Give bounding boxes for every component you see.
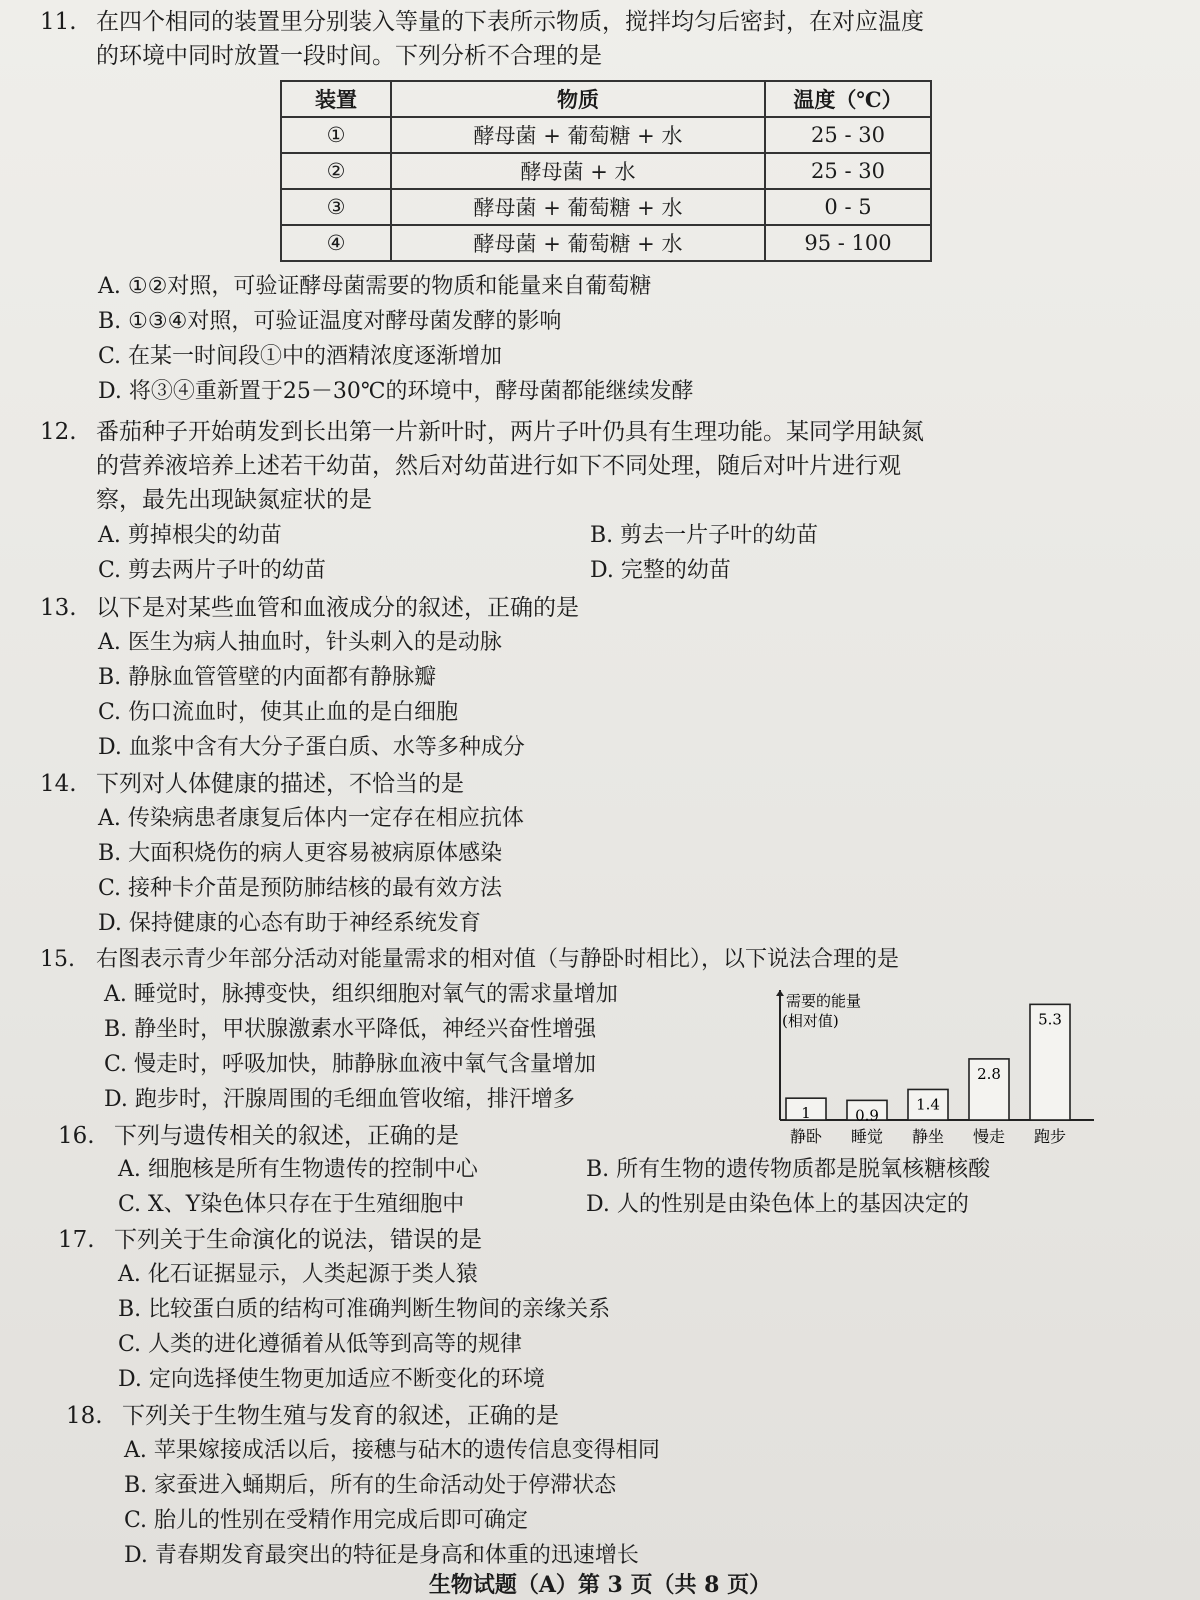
y-axis-label: 需要的能量 xyxy=(786,992,862,1010)
question-12-stem xyxy=(40,416,924,448)
x-tick-label: 睡觉 xyxy=(850,1127,884,1146)
table-row xyxy=(281,189,931,225)
table-header: 物质 xyxy=(391,81,765,117)
option-b: B. 静脉血管管壁的内面都有静脉瓣 xyxy=(98,665,437,690)
option-c: C. 伤口流血时，使其止血的是白细胞 xyxy=(98,700,459,725)
energy-bar-chart xyxy=(772,990,1102,1150)
x-tick-label: 跑步 xyxy=(1033,1127,1067,1146)
question-12-stem-cont: 的营养液培养上述若干幼苗，然后对幼苗进行如下不同处理，随后对叶片进行观 xyxy=(96,453,901,479)
question-number: 11. xyxy=(40,9,77,35)
table-row xyxy=(281,117,931,153)
option-b: B. ①③④对照，可验证温度对酵母菌发酵的影响 xyxy=(98,309,562,334)
option-c: C. X、Y染色体只存在于生殖细胞中 xyxy=(118,1192,465,1217)
question-text: 下列与遗传相关的叙述，正确的是 xyxy=(114,1123,459,1149)
option-a: A. 医生为病人抽血时，针头刺入的是动脉 xyxy=(98,630,502,655)
table-header: 温度（℃） xyxy=(765,81,931,117)
question-12-stem-cont: 察，最先出现缺氮症状的是 xyxy=(96,487,372,513)
question-number: 17. xyxy=(58,1227,95,1253)
option-d: D. 完整的幼苗 xyxy=(590,558,731,583)
option-b: B. 比较蛋白质的结构可准确判断生物间的亲缘关系 xyxy=(118,1297,611,1322)
page-footer: 生物试题（A）第 3 页（共 8 页） xyxy=(428,1572,772,1598)
question-number: 13. xyxy=(40,595,77,621)
bar-value-label: 5.3 xyxy=(1038,1010,1062,1029)
table-cell: 酵母菌 + 水 xyxy=(391,153,765,189)
table-cell: 酵母菌 + 葡萄糖 + 水 xyxy=(391,225,765,261)
table-header: 装置 xyxy=(281,81,391,117)
table-cell: ② xyxy=(281,153,391,189)
bar-value-label: 0.9 xyxy=(855,1106,879,1125)
table-row xyxy=(281,225,931,261)
question-text: 在四个相同的装置里分别装入等量的下表所示物质，搅拌均匀后密封，在对应温度 xyxy=(96,9,924,35)
option-a: A. 苹果嫁接成活以后，接穗与砧木的遗传信息变得相同 xyxy=(124,1438,660,1463)
x-tick-label: 静坐 xyxy=(911,1127,945,1146)
question-text: 下列关于生命演化的说法，错误的是 xyxy=(114,1227,482,1253)
option-c: C. 人类的进化遵循着从低等到高等的规律 xyxy=(118,1332,523,1357)
question-13-stem xyxy=(40,592,579,624)
question-11-stem-cont: 的环境中同时放置一段时间。下列分析不合理的是 xyxy=(96,43,602,69)
option-b: B. 所有生物的遗传物质都是脱氧核糖核酸 xyxy=(586,1157,991,1182)
option-d: D. 定向选择使生物更加适应不断变化的环境 xyxy=(118,1367,545,1392)
option-d: D. 将③④重新置于25－30℃的环境中，酵母菌都能继续发酵 xyxy=(98,379,694,404)
option-b: B. 家蚕进入蛹期后，所有的生命活动处于停滞状态 xyxy=(124,1473,617,1498)
question-text: 右图表示青少年部分活动对能量需求的相对值（与静卧时相比），以下说法合理的是 xyxy=(96,947,900,972)
table-cell: 25 - 30 xyxy=(765,153,931,189)
table-cell: 酵母菌 + 葡萄糖 + 水 xyxy=(391,189,765,225)
option-c: C. 胎儿的性别在受精作用完成后即可确定 xyxy=(124,1508,529,1533)
y-axis-label-unit: (相对值) xyxy=(782,1012,839,1030)
question-text: 番茄种子开始萌发到长出第一片新叶时，两片子叶仍具有生理功能。某同学用缺氮 xyxy=(96,419,924,445)
option-a: A. ①②对照，可验证酵母菌需要的物质和能量来自葡萄糖 xyxy=(98,274,652,299)
question-11-stem xyxy=(40,6,924,38)
table-cell: 酵母菌 + 葡萄糖 + 水 xyxy=(391,117,765,153)
option-c: C. 在某一时间段①中的酒精浓度逐渐增加 xyxy=(98,344,503,369)
option-d: D. 保持健康的心态有助于神经系统发育 xyxy=(98,911,481,936)
option-a: A. 化石证据显示，人类起源于类人猿 xyxy=(118,1262,478,1287)
bar-value-label: 2.8 xyxy=(977,1064,1001,1083)
option-d: D. 跑步时，汗腺周围的毛细血管收缩，排汗增多 xyxy=(104,1087,575,1112)
question-text: 以下是对某些血管和血液成分的叙述，正确的是 xyxy=(96,595,579,621)
option-b: B. 静坐时，甲状腺激素水平降低，神经兴奋性增强 xyxy=(104,1017,597,1042)
table-cell: ④ xyxy=(281,225,391,261)
question-15-stem xyxy=(40,944,899,976)
x-tick-label: 慢走 xyxy=(972,1127,1006,1146)
option-b: B. 剪去一片子叶的幼苗 xyxy=(590,523,819,548)
option-c: C. 接种卡介苗是预防肺结核的最有效方法 xyxy=(98,876,503,901)
option-a: A. 传染病患者康复后体内一定存在相应抗体 xyxy=(98,806,524,831)
table-cell: 95 - 100 xyxy=(765,225,931,261)
option-a: A. 剪掉根尖的幼苗 xyxy=(98,523,282,548)
question-text: 下列关于生物生殖与发育的叙述，正确的是 xyxy=(122,1403,559,1429)
option-c: C. 慢走时，呼吸加快，肺静脉血液中氧气含量增加 xyxy=(104,1052,597,1077)
bar-value-label: 1 xyxy=(801,1104,811,1123)
option-d: D. 人的性别是由染色体上的基因决定的 xyxy=(586,1192,969,1217)
question-text: 下列对人体健康的描述，不恰当的是 xyxy=(96,771,464,797)
option-b: B. 大面积烧伤的病人更容易被病原体感染 xyxy=(98,841,503,866)
option-d: D. 血浆中含有大分子蛋白质、水等多种成分 xyxy=(98,735,525,760)
y-axis-arrow xyxy=(776,990,784,996)
table-cell: 25 - 30 xyxy=(765,117,931,153)
option-a: A. 睡觉时，脉搏变快，组织细胞对氧气的需求量增加 xyxy=(104,982,618,1007)
question-number: 18. xyxy=(66,1403,103,1429)
question-number: 16. xyxy=(58,1123,95,1149)
question-17-stem xyxy=(58,1224,482,1256)
option-c: C. 剪去两片子叶的幼苗 xyxy=(98,558,327,583)
option-d: D. 青春期发育最突出的特征是身高和体重的迅速增长 xyxy=(124,1543,639,1568)
x-tick-label: 静卧 xyxy=(789,1127,823,1146)
question-number: 15. xyxy=(40,947,75,972)
table-row xyxy=(281,153,931,189)
question-number: 12. xyxy=(40,419,77,445)
bar-value-label: 1.4 xyxy=(916,1095,940,1114)
question-14-stem xyxy=(40,768,464,800)
table-cell: ① xyxy=(281,117,391,153)
question-18-stem xyxy=(66,1400,559,1432)
table-cell: ③ xyxy=(281,189,391,225)
q11-table xyxy=(280,80,932,262)
question-number: 14. xyxy=(40,771,77,797)
option-a: A. 细胞核是所有生物遗传的控制中心 xyxy=(118,1157,478,1182)
table-cell: 0 - 5 xyxy=(765,189,931,225)
question-16-stem xyxy=(58,1120,459,1152)
